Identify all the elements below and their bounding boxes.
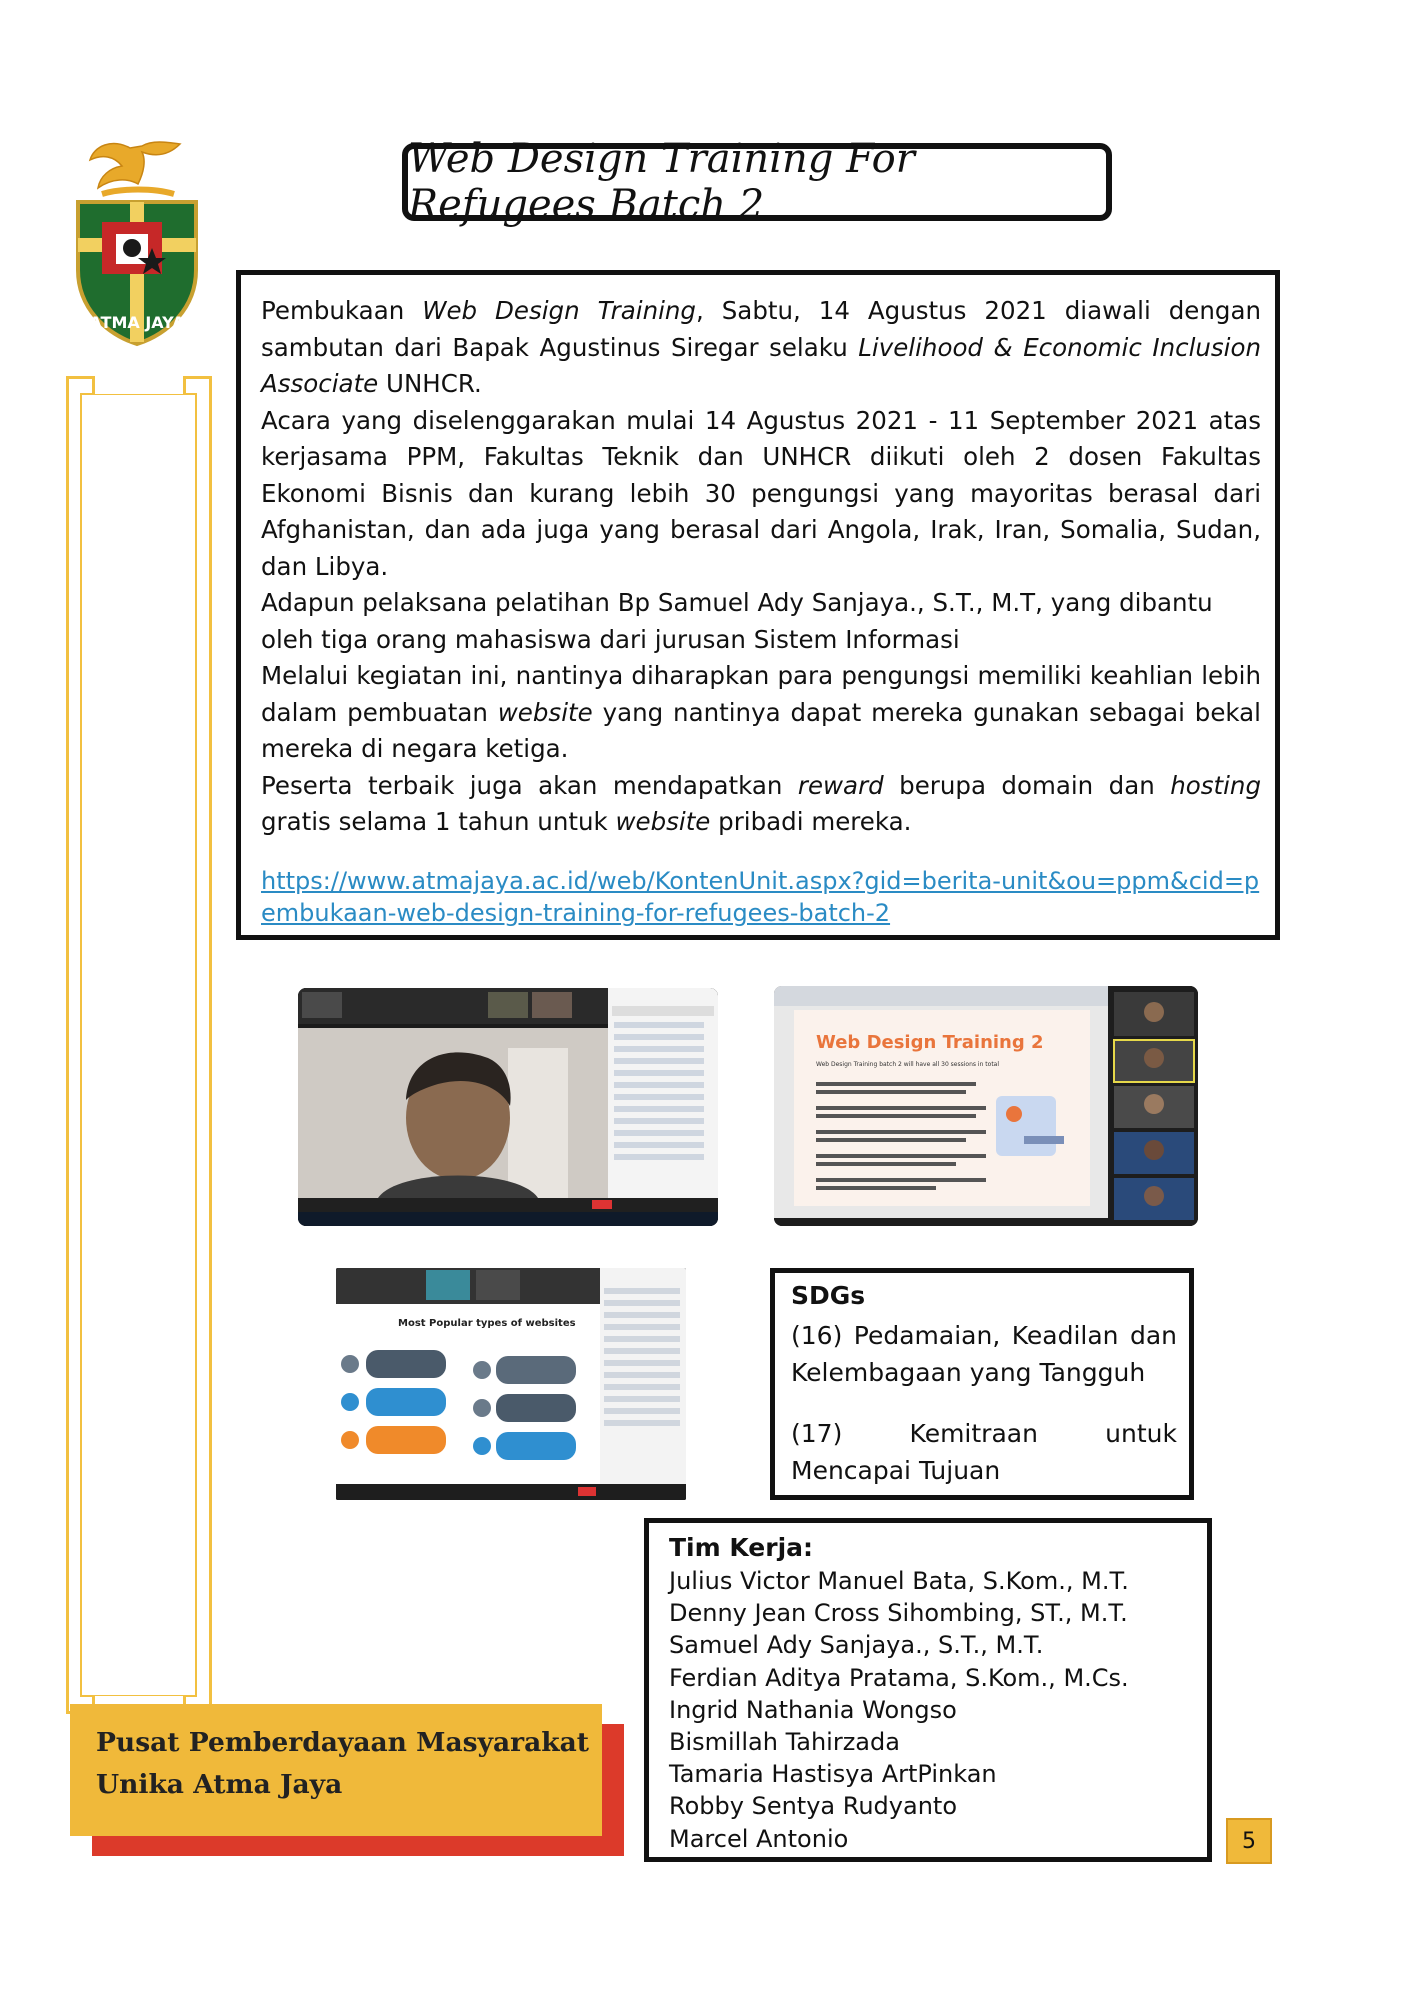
- sdg-item-17: (17) Kemitraan untuk Mencapai Tujuan: [791, 1419, 1177, 1485]
- text-run: Peserta terbaik juga akan mendapatkan: [261, 770, 798, 800]
- title-box: [402, 136, 1112, 228]
- footer-organization: [96, 1722, 589, 1806]
- footer-line-1: Pusat Pemberdayaan Masyarakat: [96, 1727, 590, 1758]
- atma-jaya-logo: [72, 138, 202, 348]
- paragraph-event: Acara yang diselenggarakan mulai 14 Agustus 2021 - 11 September 2021 atas kerjasama PPM, Fakultas Teknik dan UNHCR diikuti oleh 2 dosen Fakultas Ekonomi Bisnis dan kurang lebih 30 pengungsi yang mayoritas berasal dari Afghanistan, dan ada juga yang berasal dari Angola, Irak, Iran, Somalia, Sudan, dan Libya.: [261, 405, 1261, 581]
- team-member: Marcel Antonio: [669, 1824, 849, 1853]
- text-run: Melalui kegiatan ini, nantinya diharapkan para pengungsi memiliki keahlian lebih dalam pembuatan: [261, 661, 1261, 727]
- page-title: Web Design Training For Refugees Batch 2: [408, 136, 915, 228]
- team-member: Ingrid Nathania Wongso: [669, 1695, 957, 1724]
- text-run: berupa domain dan: [883, 770, 1171, 800]
- text-run-italic: website: [615, 807, 711, 836]
- team-member: Bismillah Tahirzada: [669, 1728, 900, 1757]
- logo-text: ATMA JAYA: [89, 313, 185, 332]
- text-run: , Sabtu, 14 Agustus 2021 diawali dengan sambutan dari Bapak Agustinus Siregar selaku: [261, 296, 1261, 362]
- team-list: [669, 1565, 1129, 1855]
- decorative-frame-notch-top: [92, 376, 186, 394]
- team-member: Tamaria Hastisya ArtPinkan: [669, 1760, 997, 1789]
- paragraph-trainer: Adapun pelaksana pelatihan Bp Samuel Ady Sanjaya., S.T., M.T, yang dibantu oleh tiga orang mahasiswa dari jurusan Sistem Informasi: [261, 588, 1213, 654]
- meeting-screenshot-website-types: [336, 1268, 686, 1500]
- article-text: [261, 293, 1261, 841]
- text-run-italic: website: [497, 697, 593, 727]
- decorative-frame-inner: [80, 393, 197, 1697]
- article-box: [236, 270, 1280, 940]
- team-box: [644, 1518, 1212, 1862]
- team-heading: Tim Kerja:: [669, 1533, 814, 1562]
- team-member: Robby Sentya Rudyanto: [669, 1792, 957, 1821]
- text-run: Pembukaan: [261, 296, 423, 325]
- sdg-item-16: (16) Pedamaian, Keadilan dan Kelembagaan yang Tangguh: [791, 1321, 1177, 1387]
- text-run: UNHCR.: [378, 369, 482, 398]
- paragraph-opening: [261, 293, 1261, 403]
- sdgs-box: [770, 1268, 1194, 1500]
- text-run: gratis selama 1 tahun untuk: [261, 807, 616, 836]
- text-run-italic: hosting: [1170, 770, 1261, 800]
- text-run-italic: Livelihood & Economic Inclusion Associate: [261, 332, 1261, 398]
- text-run-italic: reward: [797, 770, 884, 800]
- source-link[interactable]: https://www.atmajaya.ac.id/web/KontenUnit.aspx?gid=berita-unit&ou=ppm&cid=pembukaan-web-design-training-for-refugees-batch-2: [261, 867, 1260, 927]
- team-member: Denny Jean Cross Sihombing, ST., M.T.: [669, 1599, 1128, 1628]
- page-number: 5: [1226, 1818, 1272, 1864]
- team-member: Julius Victor Manuel Bata, S.Kom., M.T.: [669, 1567, 1129, 1595]
- slide-heading: Most Popular types of websites: [398, 1318, 576, 1329]
- paragraph-reward: [261, 768, 1261, 841]
- text-run: pribadi mereka.: [710, 807, 912, 836]
- text-run-italic: Web Design Training: [422, 296, 696, 325]
- paragraph-goal: [261, 658, 1261, 768]
- meeting-screenshot-slide: [774, 986, 1198, 1226]
- slide-title: Web Design Training 2: [816, 1032, 1044, 1053]
- team-member: Samuel Ady Sanjaya., S.T., M.T.: [669, 1631, 1044, 1660]
- slide-line: Web Design Training batch 2 will have all 30 sessions in total: [816, 1061, 1000, 1068]
- text-run: yang nantinya dapat mereka gunakan sebagai bekal mereka di negara ketiga.: [261, 697, 1261, 763]
- footer-line-2: Unika Atma Jaya: [96, 1769, 343, 1800]
- sdgs-heading: SDGs: [791, 1281, 866, 1310]
- meeting-screenshot-speaker: [298, 988, 718, 1226]
- team-member: Ferdian Aditya Pratama, S.Kom., M.Cs.: [669, 1663, 1129, 1692]
